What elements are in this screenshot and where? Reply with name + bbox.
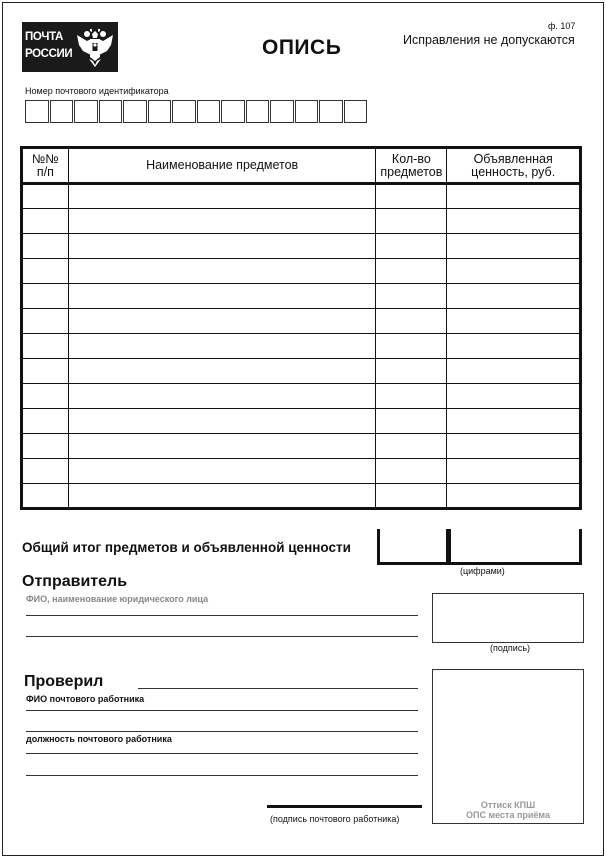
table-body [22, 184, 581, 509]
cell-value[interactable] [447, 284, 581, 309]
worker-signature-caption: (подпись почтового работника) [270, 814, 400, 824]
cell-number[interactable] [22, 484, 69, 509]
checked-line[interactable] [138, 688, 418, 689]
table-row [22, 459, 581, 484]
digits-caption: (цифрами) [460, 566, 505, 576]
identifier-label: Номер почтового идентификатора [25, 86, 169, 96]
cell-number[interactable] [22, 259, 69, 284]
logo-text-line2: РОССИИ [25, 48, 73, 60]
col-header-name [68, 148, 376, 184]
sender-subtitle: ФИО, наименование юридического лица [26, 594, 209, 604]
cell-quantity[interactable] [376, 459, 447, 484]
identifier-digit-box[interactable] [99, 100, 123, 123]
sender-heading: Отправитель [22, 573, 128, 590]
cell-name[interactable] [68, 334, 376, 359]
cell-value[interactable] [447, 434, 581, 459]
cell-value[interactable] [447, 234, 581, 259]
table-row [22, 409, 581, 434]
col-header-value [447, 148, 581, 184]
cell-name[interactable] [68, 409, 376, 434]
worker-name-line-2[interactable] [26, 731, 418, 732]
table-row [22, 384, 581, 409]
sender-name-line-2[interactable] [26, 636, 418, 637]
cell-quantity[interactable] [376, 409, 447, 434]
col-header-name-label: Наименование предметов [146, 158, 299, 172]
cell-name[interactable] [68, 259, 376, 284]
table-header-row [22, 148, 581, 184]
total-value-field[interactable] [448, 529, 582, 565]
page-title: ОПИСЬ [262, 36, 342, 59]
cell-value[interactable] [447, 184, 581, 209]
identifier-digit-box[interactable] [172, 100, 196, 123]
cell-quantity[interactable] [376, 259, 447, 284]
cell-value[interactable] [447, 359, 581, 384]
table-row [22, 259, 581, 284]
cell-number[interactable] [22, 284, 69, 309]
sender-signature-box[interactable] [432, 593, 584, 643]
table-row [22, 309, 581, 334]
cell-quantity[interactable] [376, 209, 447, 234]
worker-position-line-2[interactable] [26, 775, 418, 776]
cell-value[interactable] [447, 334, 581, 359]
cell-name[interactable] [68, 484, 376, 509]
table-row [22, 434, 581, 459]
identifier-digit-box[interactable] [25, 100, 49, 123]
cell-name[interactable] [68, 459, 376, 484]
cell-value[interactable] [447, 459, 581, 484]
cell-name[interactable] [68, 184, 376, 209]
cell-number[interactable] [22, 459, 69, 484]
cell-value[interactable] [447, 309, 581, 334]
worker-position-line-1[interactable] [26, 753, 418, 754]
worker-signature-line[interactable] [267, 805, 422, 808]
cell-name[interactable] [68, 434, 376, 459]
col-header-value-label: Объявленная ценность, руб. [471, 151, 556, 179]
identifier-digit-box[interactable] [123, 100, 147, 123]
col-header-quantity-label: Кол-во предметов [380, 151, 443, 179]
items-table [20, 146, 582, 510]
col-header-number [22, 148, 69, 184]
cell-quantity[interactable] [376, 434, 447, 459]
checked-heading: Проверил [24, 673, 104, 690]
cell-number[interactable] [22, 334, 69, 359]
col-header-number-label: №№ п/п [32, 151, 59, 179]
cell-name[interactable] [68, 384, 376, 409]
logo-text [25, 29, 73, 63]
total-label: Общий итог предметов и объявленной ценности [22, 540, 351, 555]
cell-value[interactable] [447, 484, 581, 509]
identifier-digit-box[interactable] [50, 100, 74, 123]
cell-number[interactable] [22, 209, 69, 234]
table-row [22, 234, 581, 259]
cell-quantity[interactable] [376, 384, 447, 409]
worker-position-label: должность почтового работника [26, 734, 172, 744]
table-row [22, 334, 581, 359]
cell-number[interactable] [22, 234, 69, 259]
cell-name[interactable] [68, 359, 376, 384]
form-number: ф. 107 [548, 21, 576, 31]
identifier-digit-box[interactable] [148, 100, 172, 123]
cell-value[interactable] [447, 409, 581, 434]
table-row [22, 209, 581, 234]
table-row [22, 484, 581, 509]
cell-name[interactable] [68, 309, 376, 334]
identifier-boxes [25, 100, 368, 123]
worker-name-label: ФИО почтового работника [26, 694, 145, 704]
cell-quantity[interactable] [376, 284, 447, 309]
cell-quantity[interactable] [376, 309, 447, 334]
cell-name[interactable] [68, 234, 376, 259]
identifier-digit-box[interactable] [221, 100, 245, 123]
pochta-rossii-logo [22, 22, 118, 72]
sender-signature-caption: (подпись) [490, 643, 531, 653]
identifier-digit-box[interactable] [270, 100, 294, 123]
identifier-digit-box[interactable] [344, 100, 368, 123]
table-row [22, 359, 581, 384]
table-row [22, 284, 581, 309]
identifier-digit-box[interactable] [319, 100, 343, 123]
col-header-quantity [376, 148, 447, 184]
cell-quantity[interactable] [376, 359, 447, 384]
cell-number[interactable] [22, 359, 69, 384]
cell-number[interactable] [22, 184, 69, 209]
cell-number[interactable] [22, 409, 69, 434]
cell-value[interactable] [447, 259, 581, 284]
logo-text-line1: ПОЧТА [25, 31, 63, 43]
total-quantity-field[interactable] [377, 529, 449, 565]
cell-quantity[interactable] [376, 234, 447, 259]
cell-number[interactable] [22, 384, 69, 409]
identifier-digit-box[interactable] [246, 100, 270, 123]
cell-quantity[interactable] [376, 484, 447, 509]
cell-value[interactable] [447, 209, 581, 234]
identifier-digit-box[interactable] [74, 100, 98, 123]
sender-name-line-1[interactable] [26, 615, 418, 616]
identifier-digit-box[interactable] [197, 100, 221, 123]
no-corrections-notice: Исправления не допускаются [403, 33, 575, 47]
cell-quantity[interactable] [376, 184, 447, 209]
cell-quantity[interactable] [376, 334, 447, 359]
cell-number[interactable] [22, 434, 69, 459]
cell-value[interactable] [447, 384, 581, 409]
double-headed-eagle-icon [75, 25, 115, 69]
cell-number[interactable] [22, 309, 69, 334]
cell-name[interactable] [68, 209, 376, 234]
cell-name[interactable] [68, 284, 376, 309]
identifier-digit-box[interactable] [295, 100, 319, 123]
table-row [22, 184, 581, 209]
worker-name-line-1[interactable] [26, 710, 418, 711]
stamp-caption-line2: ОПС места приёма [466, 810, 550, 820]
stamp-caption-line1: Оттиск КПШ [480, 800, 536, 810]
